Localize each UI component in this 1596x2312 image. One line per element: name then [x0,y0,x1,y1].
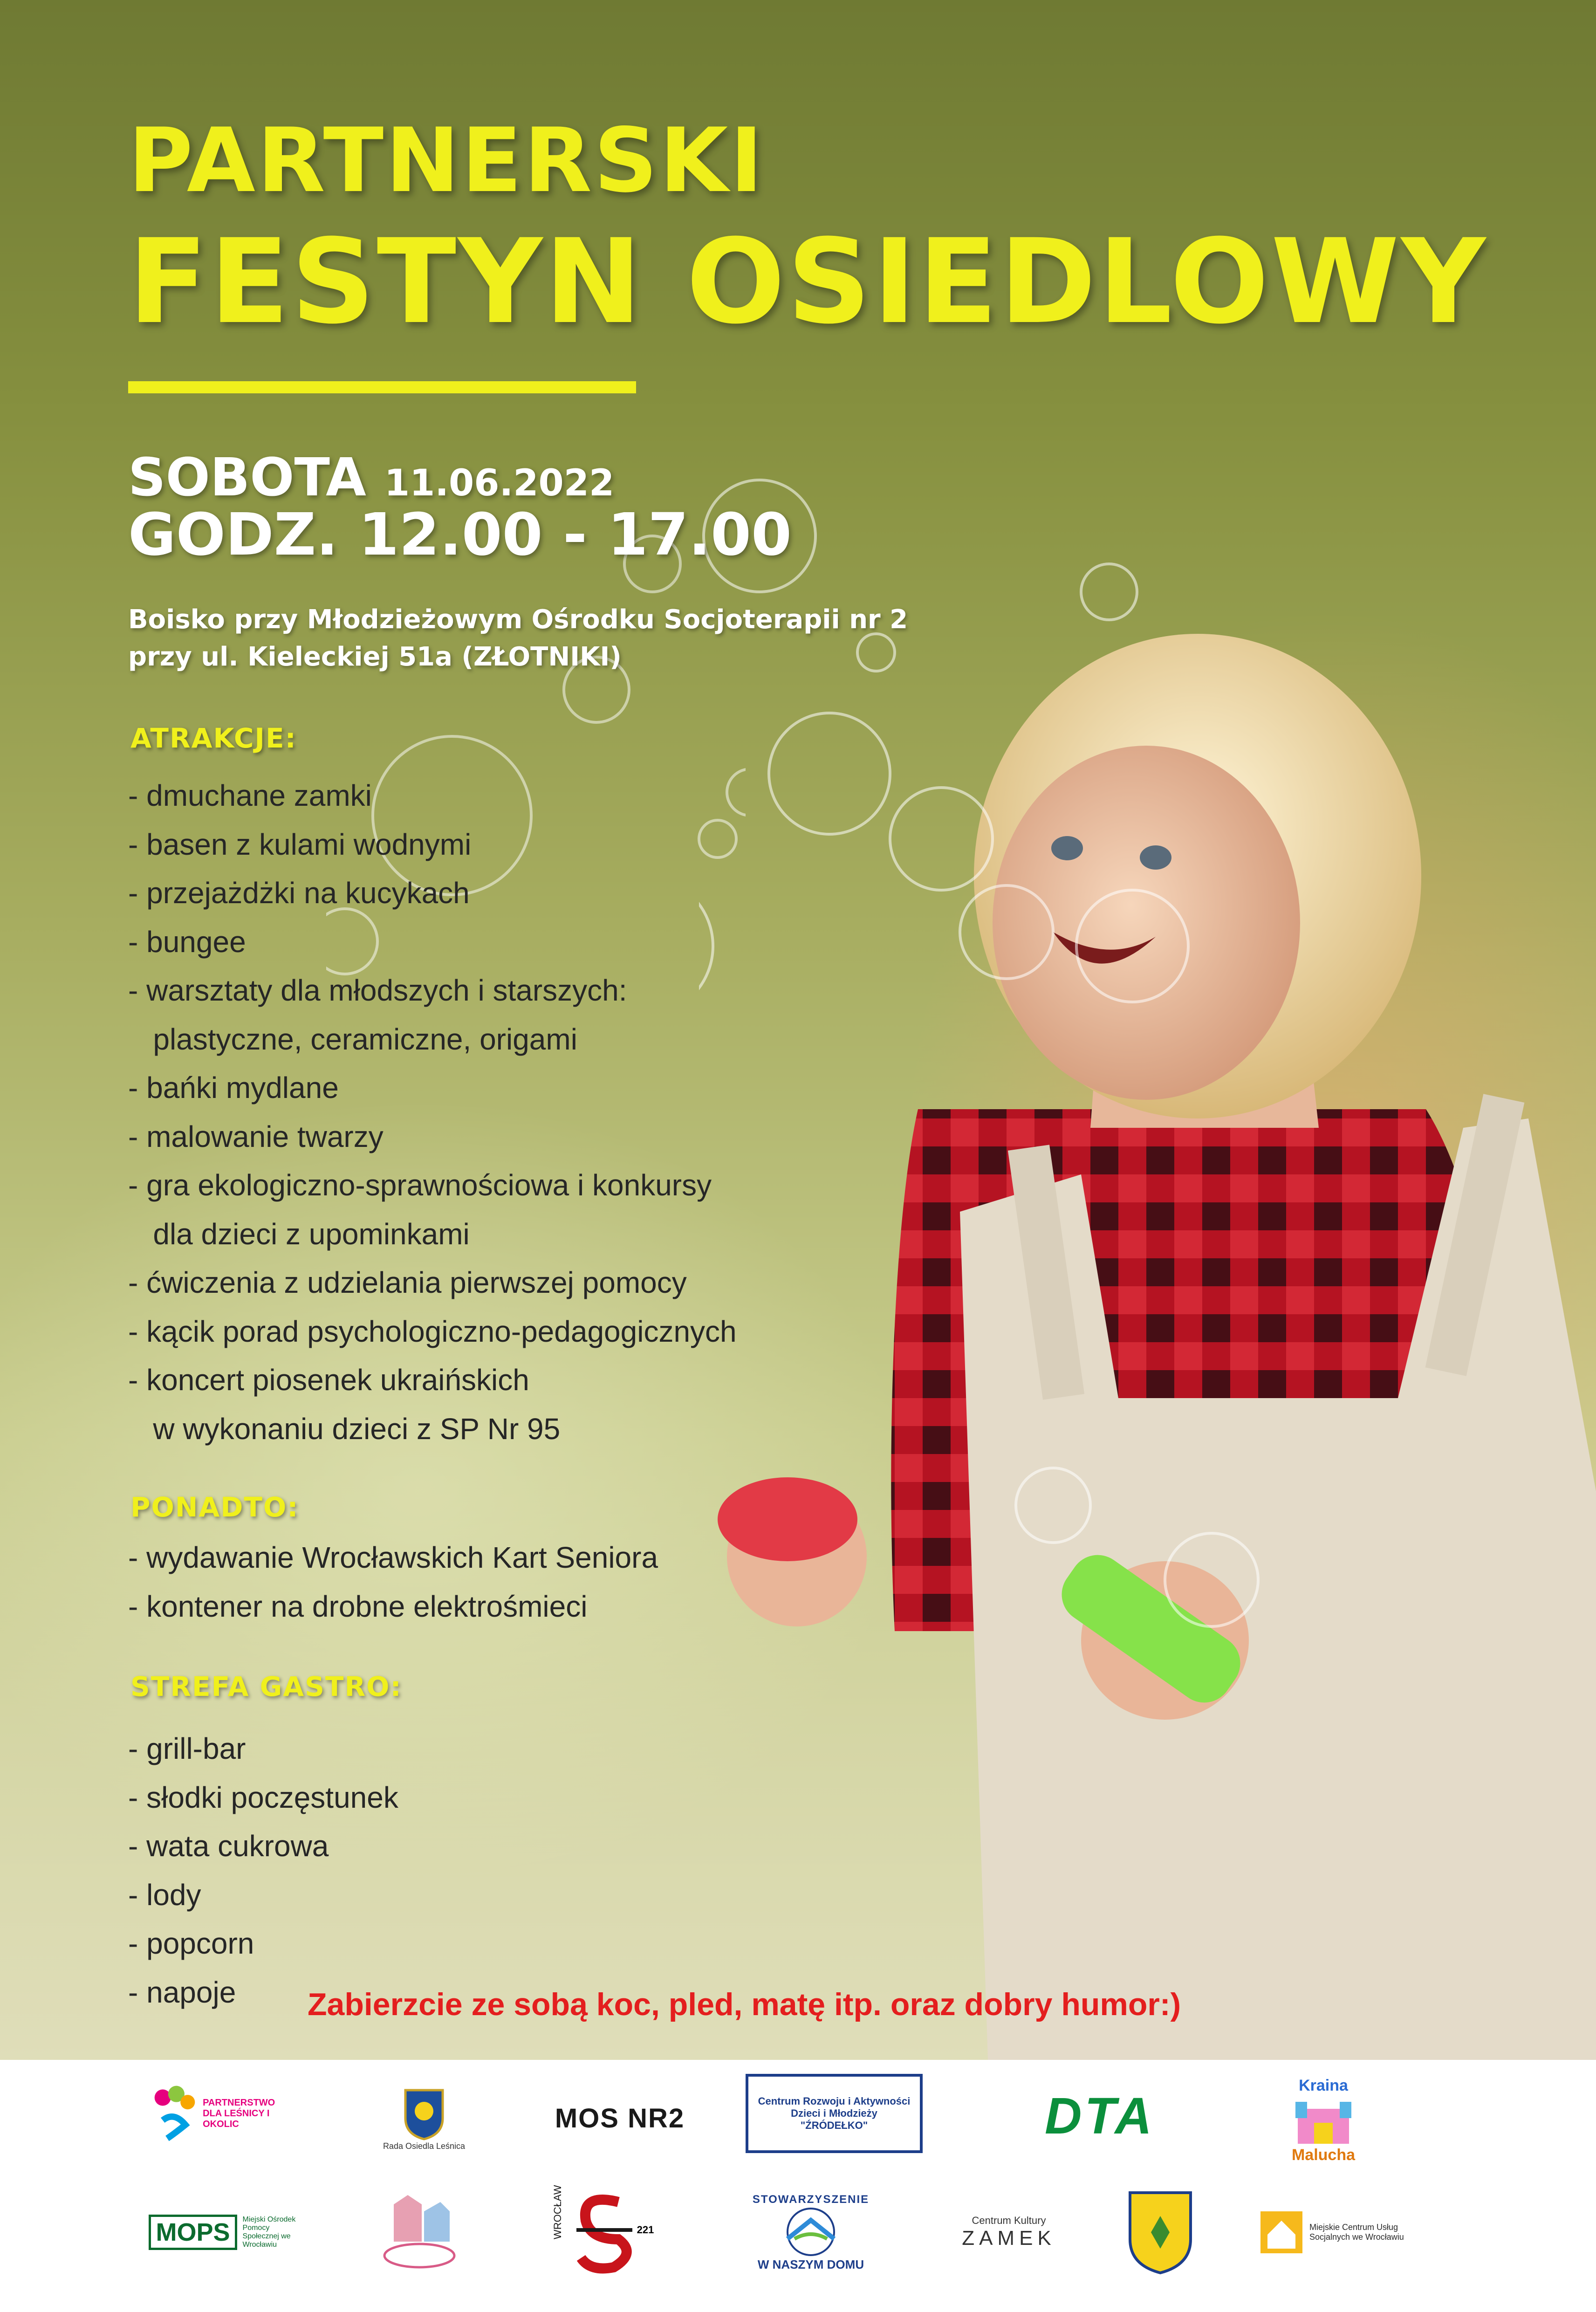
sp-221-emblem [567,2183,637,2277]
house-icon [764,2206,857,2257]
logo-stowarzyszenie [736,2176,885,2288]
list-item: w wykonaniu dzieci z SP Nr 95 [128,1412,561,1446]
sp-num-text: 221 [637,2224,654,2236]
event-hours: GODZ. 12.00 - 17.00 [128,501,792,569]
logo-sp-95 [1118,2181,1202,2284]
list-item: - dmuchane zamki [128,779,372,812]
title-line-1: PARTNERSKI [128,109,765,212]
list-item: - przejażdżki na kucykach [128,876,470,910]
school-emblem-icon [380,2186,459,2274]
list-item: - gra ekologiczno-sprawnościowa i konkursy [128,1168,712,1202]
logo-przedszkole [373,2181,466,2279]
logo-sp-221 [536,2176,666,2284]
list-item: dla dzieci z upominkami [128,1217,470,1251]
list-item: - popcorn [128,1927,254,1960]
gastro-heading: STREFA GASTRO: [130,1671,402,1702]
logo-mos-nr2 [550,2088,690,2148]
rada-text: Rada Osiedla Leśnica [383,2141,466,2151]
partnerstwo-emblem [149,2083,199,2144]
logo-mcus [1249,2200,1445,2265]
mops-text: MOPS [149,2215,237,2250]
kraina-bottom-text: Malucha [1291,2146,1356,2164]
attractions-heading: ATRAKCJE: [130,722,297,754]
mos-text: MOS NR2 [555,2103,685,2134]
stowarzyszenie-bottom-text: W NASZYM DOMU [757,2257,864,2271]
list-item: - basen z kulami wodnymi [128,827,472,861]
event-date-value: 11.06.2022 [384,462,615,504]
additionally-list [128,1533,658,1631]
house-icon [1258,2209,1305,2256]
mops-full-text: Miejski Ośrodek Pomocy Społecznej we Wrocławiu [242,2216,296,2249]
venue-line-1: Boisko przy Młodzieżowym Ośrodku Socjoterapii nr 2 [128,604,908,635]
list-item: - ćwiczenia z udzielania pierwszej pomocy [128,1266,687,1299]
list-item: - wydawanie Wrocławskich Kart Seniora [128,1541,658,1574]
logo-centrum-rozwoju [746,2074,923,2153]
list-item: - bańki mydlane [128,1071,339,1105]
logo-dta [1002,2083,1198,2148]
footnote: Zabierzcie ze sobą koc, pled, matę itp. oraz dobry humor:) [308,1987,1181,2022]
logo-rada-osiedla [363,2074,485,2162]
zamek-top-text: Centrum Kultury [972,2215,1046,2226]
logo-mops [130,2204,326,2260]
title-line-2: FESTYN OSIEDLOWY [128,214,1488,350]
list-item: - malowanie twarzy [128,1119,384,1153]
centrum-rozwoju-text: Centrum Rozwoju i Aktywności Dzieci i Młodzieży "ŹRÓDEŁKO" [758,2095,911,2131]
logo-ck-zamek [941,2195,1076,2270]
list-item: - koncert piosenek ukraińskich [128,1363,529,1397]
coat-of-arms-icon [401,2086,447,2141]
list-item: - kontener na drobne elektrośmieci [128,1589,588,1623]
stowarzyszenie-top-text: STOWARZYSZENIE [752,2193,870,2206]
logo-partnerstwo [149,2079,289,2148]
list-item: - kącik porad psychologiczno-pedagogicznych [128,1314,737,1348]
list-item: - napoje [128,1975,236,2009]
attractions-list [128,771,737,1453]
gastro-list [128,1724,398,2017]
list-item: - bungee [128,925,246,959]
kraina-top-text: Kraina [1299,2077,1348,2094]
list-item: - grill-bar [128,1732,246,1765]
list-item: - lody [128,1878,201,1912]
child-photo [699,419,1596,2060]
sp-wroclaw-text: WROCŁAW [551,2185,563,2239]
list-item: - wata cukrowa [128,1829,329,1863]
venue-line-2: przy ul. Kieleckiej 51a (ZŁOTNIKI) [128,642,622,672]
zamek-bottom-text: ZAMEK [962,2227,1056,2250]
logo-kraina-malucha [1272,2069,1375,2172]
list-item: - warsztaty dla młodszych i starszych: [128,974,627,1007]
mcus-text: Miejskie Centrum Usług Socjalnych we Wrocławiu [1309,2223,1404,2242]
dta-text: DTA [1045,2087,1155,2145]
bouncy-castle-icon [1291,2095,1356,2146]
list-item: plastyczne, ceramiczne, origami [128,1022,577,1056]
title-underline [128,381,636,393]
list-item: - słodki poczęstunek [128,1780,398,1814]
event-day: SOBOTA [128,447,366,508]
additionally-heading: PONADTO: [130,1491,299,1523]
partner-logos [0,2060,1596,2312]
sp-95-shield-icon [1125,2188,1195,2277]
partnerstwo-text: PARTNERSTWO DLA LEŚNICY I OKOLIC [203,2097,275,2129]
